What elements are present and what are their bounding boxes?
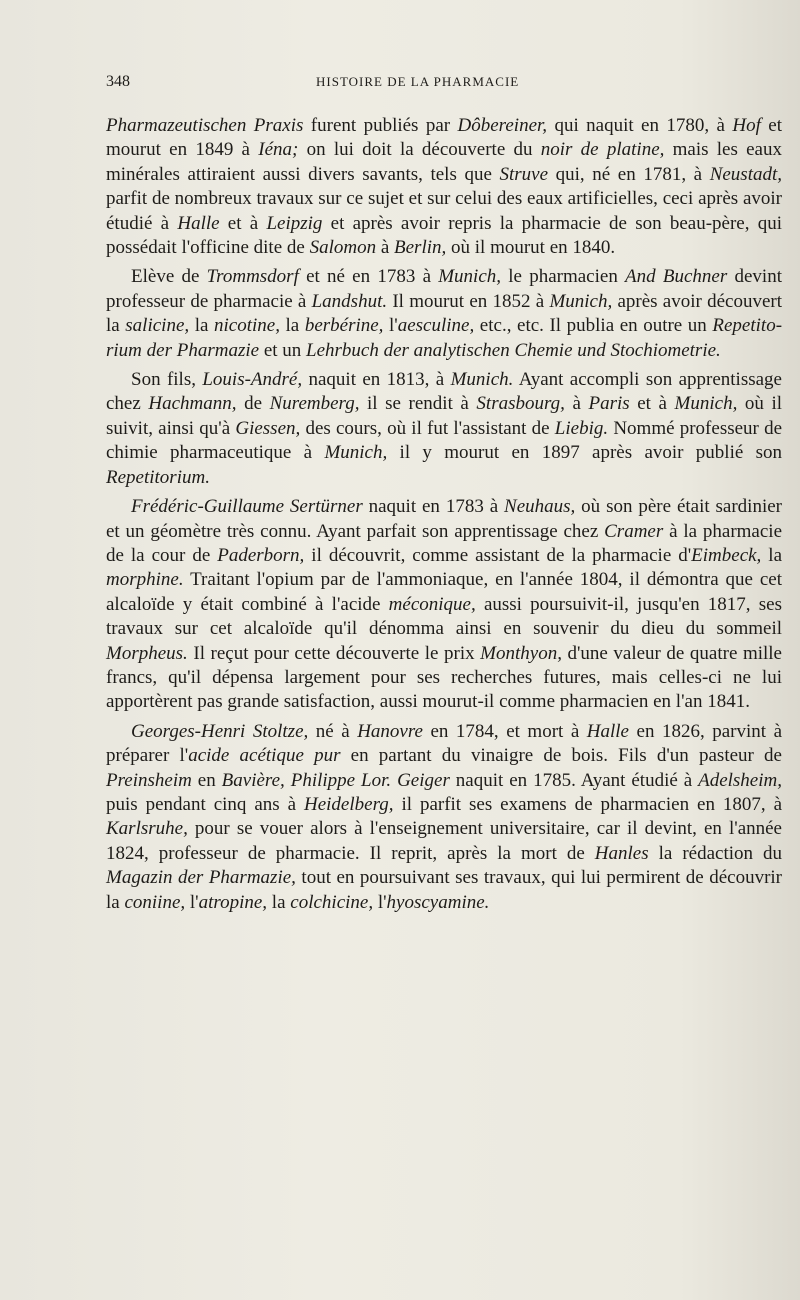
italic-text: Hanovre [357,720,423,742]
paragraph [106,495,782,715]
text-run: et mourut en 1849 à [106,115,783,161]
text-run: tout en poursuivant ses travaux, qui lui permirent de découvrir la [106,867,783,913]
text-run: mais les eaux minérales attiraient aussi divers savants, tels que [106,139,782,185]
italic-text: Frédéric-Guillaume Sertürner [131,496,363,518]
text-run: parfit de nombreux travaux sur ce sujet et sur celui des eaux artificielles, ceci après avoir étudié à [106,188,782,234]
italic-text: Paderborn, [217,544,305,566]
text-run: né à [308,720,358,742]
italic-text: Berlin, [394,237,447,259]
italic-text: And Buchner [625,266,728,288]
italic-text: Monthyon, [480,642,562,664]
body-text [106,114,782,920]
text-run: en 1784, et mort à [422,720,587,742]
italic-text: Neustadt, [709,163,783,185]
text-run: l' [383,315,398,337]
italic-text: Adelsheim, [698,769,782,791]
text-run: Ayant accompli son apprentissage chez [106,369,782,415]
italic-text: Repetitorium der Pharmazie [106,315,783,361]
italic-text: Munich. [450,369,514,391]
italic-text: Hanles [594,842,649,864]
text-run: des cours, où il fut l'assistant de [300,417,555,439]
text-run: naquit en 1813, à [302,369,451,391]
text-run: puis pendant cinq ans à [106,793,304,815]
italic-text: acide acétique pur [188,745,341,767]
text-run: naquit en 1785. Ayant étudié à [449,769,699,791]
italic-text: méconique, [388,593,476,615]
text-run: la [761,544,782,566]
text-run: le pharmacien [501,266,626,288]
italic-text: Morpheus. [106,642,188,664]
italic-text: Georges-Henri Stoltze, [131,720,309,742]
italic-text: Karlsruhe, [106,818,188,840]
italic-text: Dôbereiner, [457,115,548,136]
paragraph [106,368,782,490]
italic-text: Neuhaus, [504,496,576,518]
text-run: il parfit ses examens de pharmacien en 1807, à [393,793,783,815]
italic-text: Iéna; [258,139,299,161]
italic-text: Trommsdorf [206,266,299,288]
italic-text: Strasbourg, [476,393,565,415]
text-run: furent publiés par [303,115,458,136]
text-run: la [189,315,214,337]
italic-text: Lehrbuch der analytischen Chemie und Stochiometrie. [306,339,721,361]
text-run: etc., etc. Il publia en outre un [474,315,713,337]
italic-text: Landshut. [311,290,388,312]
text-run: Nommé professeur de chimie pharmaceutique à [106,417,782,464]
italic-text: Paris [588,393,630,415]
text-run: de [236,393,270,415]
italic-text: Leipzig [266,212,323,234]
italic-text: Liebig. [554,417,609,439]
text-run: et à [629,393,675,415]
text-run: qui naquit en 1780, à [547,115,733,136]
text-run: en [191,769,222,791]
italic-text: Bavière, Philippe Lor. Geiger [221,769,450,791]
text-run: à la pharmacie de la cour de [106,520,782,566]
text-run: Son fils, [131,369,203,391]
text-run: on lui doit la découverte du [298,139,541,161]
italic-text: nicotine, [214,315,280,337]
italic-text: Halle [586,720,629,742]
italic-text: Preinsheim [106,769,192,791]
text-run: naquit en 1783 à [362,496,505,518]
text-run: la rédaction du [648,842,782,864]
running-title: HISTOIRE DE LA PHARMACIE [316,74,520,89]
italic-text: Halle [177,212,220,234]
text-run: la [279,315,305,337]
text-run: aussi poursuivit-il, jusqu'en 1817, ses travaux sur cet alcaloïde qu'il dénomma ainsi en souvenir du dieu du sommeil [106,593,782,640]
italic-text: Nuremberg, [269,393,360,415]
italic-text: Pharmazeutischen Praxis [106,115,304,136]
text-run: il y mourut en 1897 après avoir publié son [387,442,783,464]
italic-text: colchicine, [290,891,374,913]
italic-text: Hof [732,115,761,136]
text-run: qui, né en 1781, à [548,163,710,185]
text-run: en partant du vinaigre de bois. Fils d'un pasteur de [340,745,782,767]
italic-text: Munich, [324,442,388,464]
text-run: et né en 1783 à [298,266,439,288]
paragraph [106,265,782,363]
text-run: où il suivit, ainsi qu'à [106,393,783,439]
text-run: Traitant l'opium par de l'ammoniaque, en l'année 1804, il démontra que cet alcaloïde y était combiné à l'acide [106,569,782,615]
paragraph [106,720,782,915]
italic-text: Magazin der Pharmazie, [106,867,296,889]
italic-text: Munich, [674,393,738,415]
italic-text: Munich, [549,290,613,312]
italic-text: Hachmann, [148,393,237,415]
text-run: à [376,237,395,259]
text-run: Il mourut en 1852 à [387,290,550,312]
text-run: et après avoir repris la pharmacie de son beau-père, qui possédait l'officine dite de [106,212,782,259]
italic-text: Giessen, [235,417,301,439]
text-run: Elève de [131,266,207,288]
italic-text: Salomon [309,237,377,259]
text-run: d'une valeur de quatre mille francs, qu'il dépensa largement pour ses recherches futures, mais celles-ci ne lui apportèrent pas grande satisfaction, aussi mourut-il comme pharmacien en l'an 1841. [106,642,782,713]
italic-text: noir de platine, [540,139,665,161]
italic-text: Eimbeck, [691,544,762,566]
italic-text: Struve [499,163,549,185]
italic-text: Heidelberg, [303,793,394,815]
text-run: en 1826, parvint à préparer l' [106,720,782,767]
italic-text: Louis-André, [202,369,303,391]
text-run: après avoir découvert la [106,290,782,337]
text-run: il se rendit à [359,393,477,415]
italic-text: atropine, [198,891,268,913]
italic-text: morphine. [106,569,184,591]
text-run: et à [219,212,267,234]
text-run: où il mourut en 1840. [446,237,616,259]
italic-text: Repetitorium. [106,466,210,488]
text-run: il découvrit, comme assistant de la pharmacie d' [304,544,692,566]
italic-text: salicine, [125,315,190,337]
text-run: où son père était sardinier et un géomètre très connu. Ayant parfait son apprentissage chez [106,496,783,542]
text-run: à [564,393,589,415]
italic-text: coniine, [124,891,186,913]
italic-text: Munich, [438,266,502,288]
page-header [106,73,782,95]
text-run: devint professeur de pharmacie à [106,266,782,312]
italic-text: Cramer [604,520,664,542]
italic-text: hyoscyamine. [386,891,490,913]
italic-text: berbérine, [304,315,384,337]
text-run: pour se vouer alors à l'enseignement universitaire, car il devint, en l'année 1824, professeur de pharmacie. Il reprit, après la mort de [106,818,782,864]
text-run: l' [185,891,199,913]
page-number: 348 [106,73,130,90]
text-run: la [267,891,291,913]
text-run: Il reçut pour cette découverte le prix [187,642,481,664]
paragraph [106,114,782,260]
italic-text: aesculine, [397,315,475,337]
text-run: l' [373,891,387,913]
text-run: et un [259,339,307,361]
